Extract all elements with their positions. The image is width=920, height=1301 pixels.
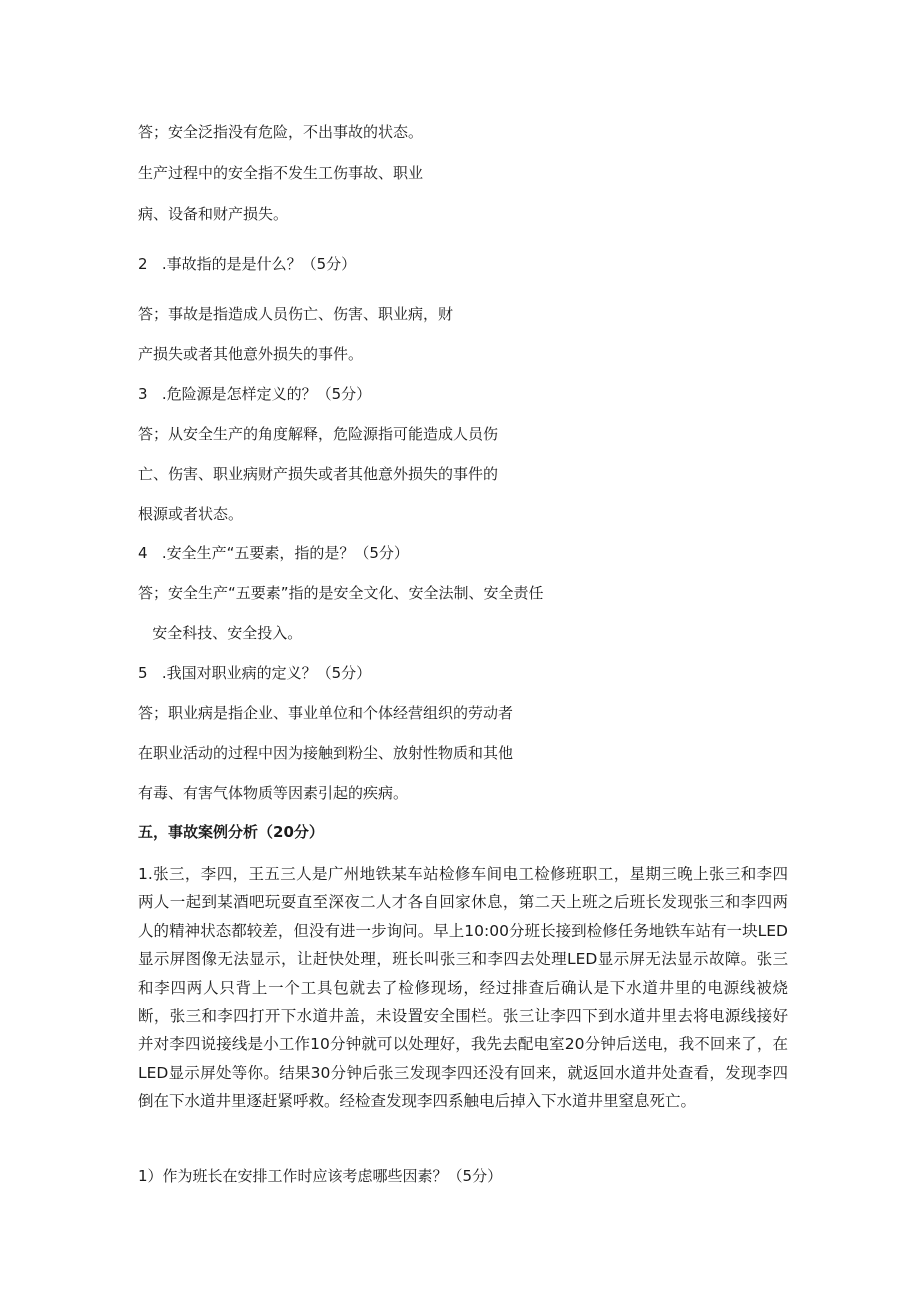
question-5: 5 .我国对职业病的定义？（5分） xyxy=(138,664,372,682)
section-heading: 五，事故案例分析（20分） xyxy=(138,823,324,841)
answer-line: 在职业活动的过程中因为接触到粉尘、放射性物质和其他 xyxy=(138,744,514,762)
question-4: 4 .安全生产“五要素，指的是？（5分） xyxy=(138,544,409,562)
case-paragraph: 1.张三，李四，王五三人是广州地铁某车站检修车间电工检修班职工，星期三晚上张三和李四两人一起到某酒吧玩耍直至深夜二人才各自回家休息，第二天上班之后班长发现张三和李四两人的精神状态都较差，但没有进一步询问。早上10:00分班长接到检修任务地铁车站有一块LED显示屏图像无法显示，让赶快处理，班长叫张三和李四去处理LED显示屏无法显示故障。张三和李四两人只背上一个工具包就去了检修现场，经过排查后确认是下水道井里的电源线被烧断，张三和李四打开下水道井盖，未设置安全围栏。张三让李四下到水道井里去将电源线接好并对李四说接线是小工作10分钟就可以处理好，我先去配电室20分钟后送电，我不回来了，在LED显示屏处等你。结果30分钟后张三发现李四还没有回来，就返回水道井处查看，发现李四倒在下水道井里逐赶紧呼救。经检查发现李四系触电后掉入下水道井里窒息死亡。 xyxy=(138,865,788,1111)
answer-line: 答；从安全生产的角度解释，危险源指可能造成人员伤 xyxy=(138,425,499,443)
answer-line: 安全科技、安全投入。 xyxy=(138,624,303,642)
answer-line: 亡、伤害、职业病财产损失或者其他意外损失的事件的 xyxy=(138,465,499,483)
answer-line: 答；安全生产“五要素”指的是安全文化、安全法制、安全责任 xyxy=(138,584,544,602)
question-3: 3 .危险源是怎样定义的？（5分） xyxy=(138,385,372,403)
answer-line: 根源或者状态。 xyxy=(138,505,244,523)
answer-line: 有毒、有害气体物质等因素引起的疾病。 xyxy=(138,784,409,802)
answer-line: 答；安全泛指没有危险，不出事故的状态。 xyxy=(138,123,424,141)
answer-line: 答；职业病是指企业、事业单位和个体经营组织的劳动者 xyxy=(138,704,514,722)
answer-line: 生产过程中的安全指不发生工伤事故、职业 xyxy=(138,164,424,182)
question-2: 2 .事故指的是是什么？（5分） xyxy=(138,255,357,273)
answer-line: 答；事故是指造成人员伤亡、伤害、职业病，财 xyxy=(138,305,454,323)
case-question-1: 1）作为班长在安排工作时应该考虑哪些因素？（5分） xyxy=(138,1167,503,1185)
answer-line: 产损失或者其他意外损失的事件。 xyxy=(138,345,364,363)
answer-line: 病、设备和财产损失。 xyxy=(138,205,289,223)
